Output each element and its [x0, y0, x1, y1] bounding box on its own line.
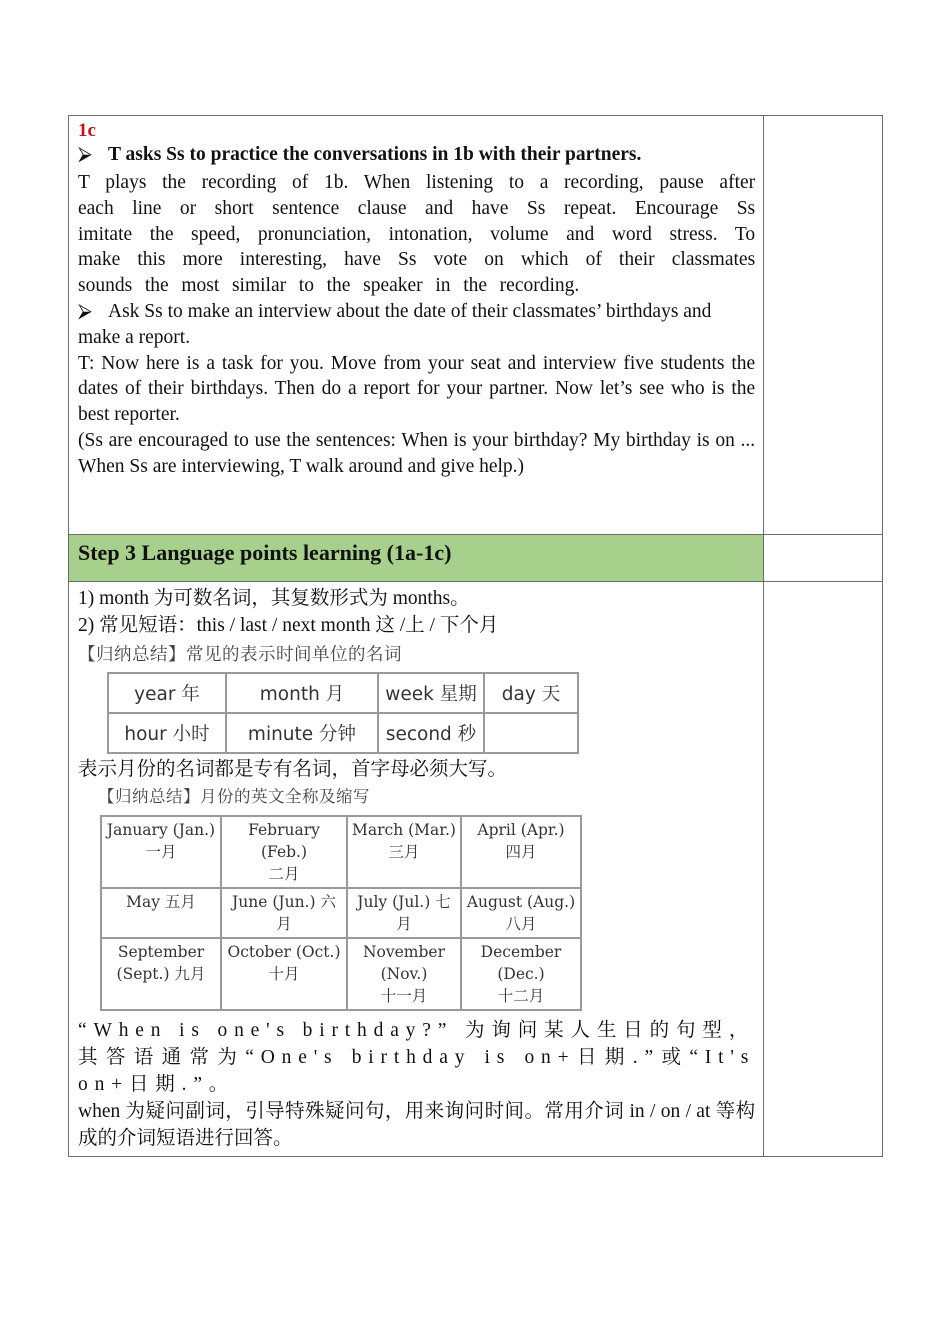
figure-title-months: 【归纳总结】月份的英文全称及缩写 — [98, 787, 370, 806]
table-cell — [101, 888, 221, 938]
month-name: March (Mar.) — [352, 821, 456, 839]
bullet-text: Ask Ss to make an interview about the date of their classmates’ birthdays and make a report. — [78, 300, 712, 348]
table-cell: month 月 — [226, 673, 378, 713]
paragraph-when-adverb: when 为疑问副词，引导特殊疑问句，用来询问时间。常用介词 in / on / at 等构成的介词短语进行回答。 — [78, 1101, 756, 1149]
month-name: November — [362, 943, 446, 961]
paragraph-task: T: Now here is a task for you. Move from your seat and interview five students the dates of their birthdays. Then do a report for your partner. Now let’s see who is the best reporter. — [78, 352, 756, 426]
language-points-row — [69, 582, 883, 1157]
step-title: Step 3 Language points learning (1a-1c) — [78, 540, 452, 565]
table-row — [101, 938, 581, 1010]
month-cn: 月 — [396, 915, 412, 933]
month-name: January (Jan.) — [106, 821, 216, 839]
month-cn: 三月 — [388, 843, 420, 861]
notes-cell — [764, 582, 883, 1157]
month-abbr: (Dec.) — [497, 965, 545, 983]
time-units-table — [107, 672, 579, 754]
lesson-plan-table — [68, 115, 883, 1157]
point-proper-nouns: 表示月份的名词都是专有名词，首字母必须大写。 — [78, 759, 508, 780]
month-abbr: (Sept.) 九月 — [116, 965, 206, 983]
language-points-cell — [69, 582, 764, 1157]
month-name: June (Jun.) 六 — [232, 893, 336, 911]
month-cn: 十月 — [268, 965, 300, 983]
month-cn: 十二月 — [497, 987, 545, 1005]
point-phrases: 2) 常见短语：this / last / next month 这 /上 / 下个月 — [78, 615, 499, 636]
step3-header-cell — [69, 535, 764, 582]
paragraph-recording: T plays the recording of 1b. When listening to a recording, pause after each line or short sentence clause and have Ss repeat. Encourage Ss imitate the speed, pronunciation, intonation, volume and word stress. To make this more interesting, have Ss vote on which of their classmates sounds the most similar to the speaker in the recording. — [78, 172, 756, 297]
table-cell — [347, 816, 461, 888]
arrow-bullet-icon: ⮚ — [78, 144, 92, 165]
table-cell: week 星期 — [378, 673, 484, 713]
table-cell — [347, 888, 461, 938]
table-cell — [221, 938, 347, 1010]
table-cell: year 年 — [108, 673, 226, 713]
month-cn: 四月 — [505, 843, 537, 861]
month-name: December — [480, 943, 562, 961]
bullet-interview — [78, 299, 755, 351]
months-table — [100, 815, 582, 1011]
table-cell — [347, 938, 461, 1010]
arrow-bullet-icon: ⮚ — [78, 300, 92, 322]
month-name: May 五月 — [126, 893, 196, 911]
table-cell — [101, 938, 221, 1010]
section-label: 1c — [78, 120, 96, 141]
paragraph-birthday-question: “When is one's birthday?” 为询问某人生日的句型，其答语通常为“One's birthday is on+日期.”或“It's on+日期.”。 — [78, 1020, 756, 1095]
table-row — [108, 713, 578, 753]
table-cell — [221, 816, 347, 888]
bullet-text: T asks Ss to practice the conversations in 1b with their partners. — [108, 144, 642, 165]
month-cn: 二月 — [268, 865, 300, 883]
figure-title-time-units: 【归纳总结】常见的表示时间单位的名词 — [78, 645, 402, 665]
month-name: September — [117, 943, 205, 961]
table-row — [108, 673, 578, 713]
month-cn: 一月 — [145, 843, 177, 861]
notes-cell — [764, 116, 883, 535]
notes-cell — [764, 535, 883, 582]
activity-1c-row — [69, 116, 883, 535]
month-name: October (Oct.) — [227, 943, 341, 961]
month-abbr: (Nov.) — [380, 965, 428, 983]
table-cell: minute 分钟 — [226, 713, 378, 753]
point-month: 1) month 为可数名词，其复数形式为 months。 — [78, 588, 470, 609]
month-name: February (Feb.) — [248, 821, 320, 861]
table-row — [101, 816, 581, 888]
month-name: April (Apr.) — [477, 821, 565, 839]
table-cell — [461, 816, 581, 888]
activity-1c-cell — [69, 116, 764, 535]
month-cn: 十一月 — [380, 987, 428, 1005]
table-cell — [221, 888, 347, 938]
table-cell — [461, 938, 581, 1010]
bullet-task-practice — [78, 142, 755, 168]
paragraph-sentences: (Ss are encouraged to use the sentences: When is your birthday? My birthday is on ... When Ss are interviewing, T walk around and give help.) — [78, 429, 756, 477]
step3-header-row — [69, 535, 883, 582]
month-cn: 八月 — [505, 915, 537, 933]
month-cn: 月 — [276, 915, 292, 933]
table-cell: second 秒 — [378, 713, 484, 753]
table-cell — [101, 816, 221, 888]
table-cell: hour 小时 — [108, 713, 226, 753]
month-name: August (Aug.) — [466, 893, 576, 911]
table-cell: day 天 — [484, 673, 578, 713]
table-row — [101, 888, 581, 938]
table-cell — [461, 888, 581, 938]
table-cell — [484, 713, 578, 753]
month-name: July (Jul.) 七 — [357, 893, 451, 911]
